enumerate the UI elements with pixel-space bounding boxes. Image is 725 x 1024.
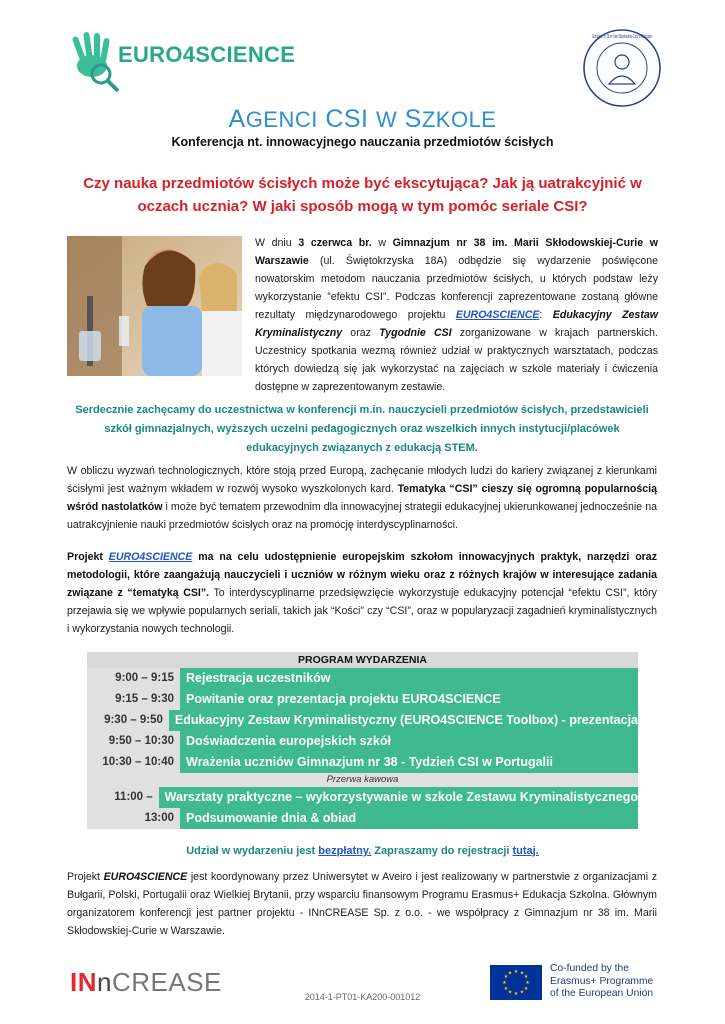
page-subtitle: Konferencja nt. innowacyjnego nauczania przedmiotów ścisłych [171, 135, 554, 149]
svg-text:★: ★ [507, 989, 513, 996]
svg-text:★: ★ [523, 974, 529, 980]
eu-line-1: Co-funded by the [550, 963, 629, 974]
program-row: 11:00 – Warsztaty praktyczne – wykorzystywanie w szkole Zestawu Kryminalistycznego [87, 787, 638, 808]
program-row: 9:50 – 10:30 Doświadczenia europejskich szkół [87, 731, 638, 752]
register-link[interactable]: tutaj. [512, 845, 539, 857]
program-row: 9:15 – 9:30 Powitanie oraz prezentacja projektu EURO4SCIENCE [87, 689, 638, 710]
svg-text:★: ★ [503, 986, 509, 992]
program-table [87, 652, 638, 829]
coffee-break-row: Przerwa kawowa [87, 773, 638, 787]
students-lab-photo [67, 236, 242, 376]
svg-text:★: ★ [519, 970, 525, 977]
eu-line-3: of the European Union [550, 988, 654, 999]
program-row: 10:30 – 10:40 Wrażenia uczniów Gimnazjum nr 38 - Tydzień CSI w Portugalii [87, 752, 638, 773]
registration-line: Udział w wydarzeniu jest bezpłatny. Zapraszamy do rejestracji tutaj. [186, 845, 539, 857]
invitation-paragraph: Serdecznie zachęcamy do uczestnictwa w konferencji m.in. nauczycieli przedmiotów ścisłych, przedstawicieli szkół gimnazjalnych, wyższych uczelni pedagogicznych oraz wszelkich innych instytucji/placówek edukacyjnych związanych z edukacją STEM. [75, 404, 649, 454]
lead-question: Czy nauka przedmiotów ścisłych może być ekscytująca? Jak ją uatrakcyjnić w oczach ucznia? W jaki sposób mogą w tym pomóc seriale CSI? [83, 175, 642, 215]
eu-line-2: Erasmus+ Programme [550, 975, 654, 987]
page-title: AGENCI CSI W SZKOLE [228, 105, 497, 133]
project-code: 2014-1-PT01-KA200-001012 [304, 992, 421, 1002]
svg-text:★: ★ [519, 989, 525, 996]
svg-text:★: ★ [513, 969, 519, 975]
svg-text:★: ★ [502, 980, 507, 986]
increase-logo: INnCREASE [70, 967, 222, 997]
program-row: 9:30 – 9:50 Edukacyjny Zestaw Kryminalistyczny (EURO4SCIENCE Toolbox) - prezentacja [87, 710, 638, 731]
svg-text:★: ★ [523, 986, 529, 992]
svg-text:★: ★ [507, 970, 513, 977]
project-paragraph: Projekt EURO4SCIENCE ma na celu udostępnienie europejskim szkołom innowacyjnych praktyk, narzędzi oraz metodologii, które zaangażują nauczycieli i uczniów w różnym wieku oraz z różnych krajów w interesujące zadania związane z “tematyką CSI”. To interdyscyplinarne przedsięwzięcie wykorzystuje edukacyjny potencjał “efektu CSI”, który przejawia się we wpływie popularnych seriali, takich jak “Kości” czy “CSI”, oraz w popularyzacji zagadnień kryminalistycznych i wykorzystania nowych technologii. [67, 551, 657, 635]
free-link[interactable]: bezpłatny. [318, 845, 372, 857]
svg-text:★: ★ [503, 974, 509, 980]
project-link[interactable]: EURO4SCIENCE [455, 309, 540, 321]
program-heading: PROGRAM WYDARZENIA [87, 652, 638, 668]
program-row: 9:00 – 9:15 Rejestracja uczestników [87, 668, 638, 689]
logo-wordmark: EURO4SCIENCE [118, 42, 296, 67]
erasmus-logo [490, 962, 660, 1002]
coordination-paragraph: Projekt EURO4SCIENCE jest koordynowany przez Uniwersytet w Aveiro i jest realizowany w partnerstwie z organizacjami z Bułgarii, Polski, Portugalii oraz Wielkiej Brytanii, przy wsparciu finansowym Programu Erasmus+ Edukacja Szkolna. Głównym organizatorem konferencji jest partner projektu - INnCREASE Sp. z o.o. - we współpracy z Gimnazjum nr 38 im. Marii Skłodowskiej-Curie w Warszawie. [67, 871, 657, 937]
intro-paragraph: W dniu 3 czerwca br. w Gimnazjum nr 38 im. Marii Skłodowskiej-Curie w Warszawie (ul. Świętokrzyska 18A) odbędzie się wydarzenie poświęcone nowatorskim metodom nauczania przedmiotów ścisłych, u których podstaw leży wykorzystanie ”efektu CSI”. Podczas konferencji zaprezentowane zostaną główne rezultaty międzynarodowego projektu EURO4SCIENCE: Edukacyjny Zestaw Kryminalistyczny oraz Tygodnie CSI zorganizowane w krajach partnerskich. Uczestnicy spotkania wezmą również udział w praktycznych warsztatach, podczas których dowiedzą się jak wykorzystać na zajęciach w szkole materiały i ćwiczenia dostępne w zaprezentowanym zestawie. [255, 237, 659, 393]
program-row: 13:00 Podsumowanie dnia & obiad [87, 808, 638, 829]
project-link[interactable]: EURO4SCIENCE [108, 551, 193, 563]
euro4science-logo [68, 30, 298, 100]
svg-text:★: ★ [513, 991, 519, 997]
svg-text:★: ★ [525, 980, 530, 986]
eu-flag-icon [490, 965, 542, 1000]
challenges-paragraph: W obliczu wyzwań technologicznych, które stoją przed Europą, zachęcanie młodych ludzi do kariery związanej z kierunkami ścisłymi jest ważnym wkładem w rozwój wysoko wyszkolonych kard. Tematyka “CSI” cieszy się ogromną popularnością wśród nastolatków i może być tematem przewodnim dla innowacyjnej strategii edukacyjnej ukierunkowanej jednocześnie na uatrakcyjnienie nauki przedmiotów ścisłych oraz na promocję interdyscyplinarności. [67, 465, 657, 531]
school-seal [582, 28, 662, 108]
seal-text: Gimnazjum nr 38 im. Marii Skłodowskiej-Curie w Warszawie [592, 34, 653, 40]
